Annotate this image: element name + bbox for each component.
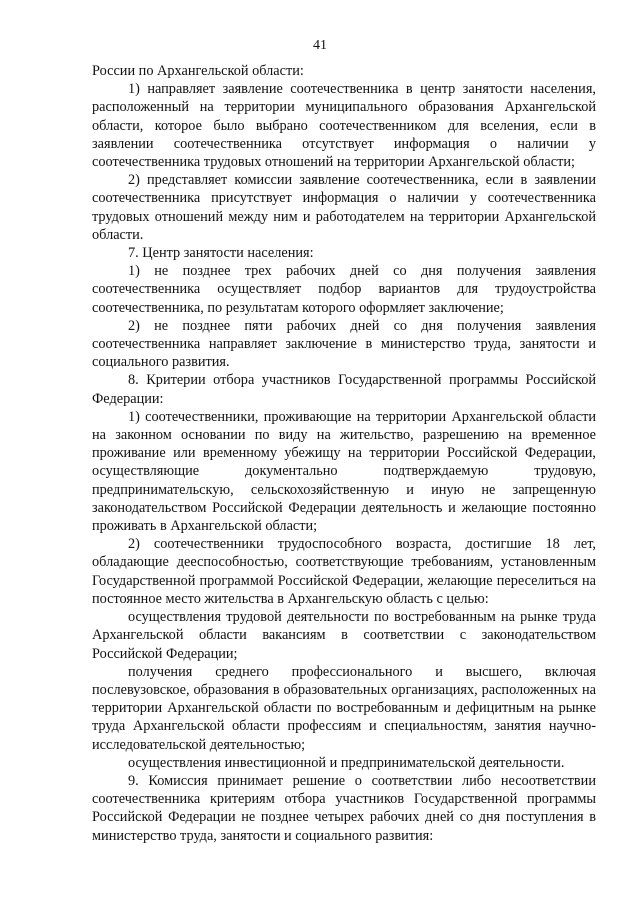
document-body xyxy=(92,62,596,845)
paragraph-8-purpose-3: осуществления инвестиционной и предпринимательской деятельности. xyxy=(128,754,565,771)
paragraph-8-item-2: 2) соотечественники трудоспособного возраста, достигшие 18 лет, обладающие дееспособностью, соответствующие требованиям, установленным Государственной программой Российской Федерации, желающие переселиться на постоянное место жительства в Архангельскую область с целью: xyxy=(92,536,596,607)
section-heading-8: 8. Критерии отбора участников Государственной программы Российской Федерации: xyxy=(92,372,596,407)
paragraph-7-item-2: 2) не позднее пяти рабочих дней со дня получения заявления соотечественника направляет заключение в министерство труда, занятости и социального развития. xyxy=(92,317,596,371)
paragraph-8-purpose-2: получения среднего профессионального и высшего, включая послевузовское, образования в образовательных организациях, расположенных на территории Архангельской области по востребованным и дефицитным на рынке труда Архангельской области профессиям и специальностям, занятия научно-исследовательской деятельностью; xyxy=(92,663,596,753)
paragraph-item-2: 2) представляет комиссии заявление соотечественника, если в заявлении соотечественника присутствует информация о наличии у соотечественника трудовых отношений между ним и работодателем на территории Архангельской области. xyxy=(92,172,596,243)
paragraph-7-item-1: 1) не позднее трех рабочих дней со дня получения заявления соотечественника осуществляет подбор вариантов для трудоустройства соотечественника, по результатам которого оформляет заключение; xyxy=(92,263,596,316)
section-heading-7: 7. Центр занятости населения: xyxy=(128,245,314,262)
section-heading-9: 9. Комиссия принимает решение о соответствии либо несоответствии соотечественника критериям отбора участников Государственной программы Российской Федерации не позднее четырех рабочих дней со дня поступления в министерство труда, занятости и социального развития: xyxy=(92,772,596,844)
paragraph-continuation: России по Архангельской области: xyxy=(92,63,304,79)
page-number: 41 xyxy=(313,38,327,53)
paragraph-item-1: 1) направляет заявление соотечественника в центр занятости населения, расположенный на территории муниципального образования Архангельской области, которое было выбрано соотечественником для вселения, если в заявлении соотечественника отсутствует информация о наличии у соотечественника трудовых отношений на территории Архангельской области; xyxy=(92,81,596,171)
paragraph-8-item-1: 1) соотечественники, проживающие на территории Архангельской области на законном основании по виду на жительство, разрешению на временное проживание или временному убежищу на территории Российской Федерации, осуществляющие документально подтверждаемую трудовую, предпринимательскую, сельскохозяйственную и иную не запрещенную законодательством Российской Федерации деятельность и желающие постоянно проживать в Архангельской области; xyxy=(92,408,596,535)
paragraph-8-purpose-1: осуществления трудовой деятельности по востребованным на рынке труда Архангельской области вакансиям в соответствии с законодательством Российской Федерации; xyxy=(92,609,596,662)
